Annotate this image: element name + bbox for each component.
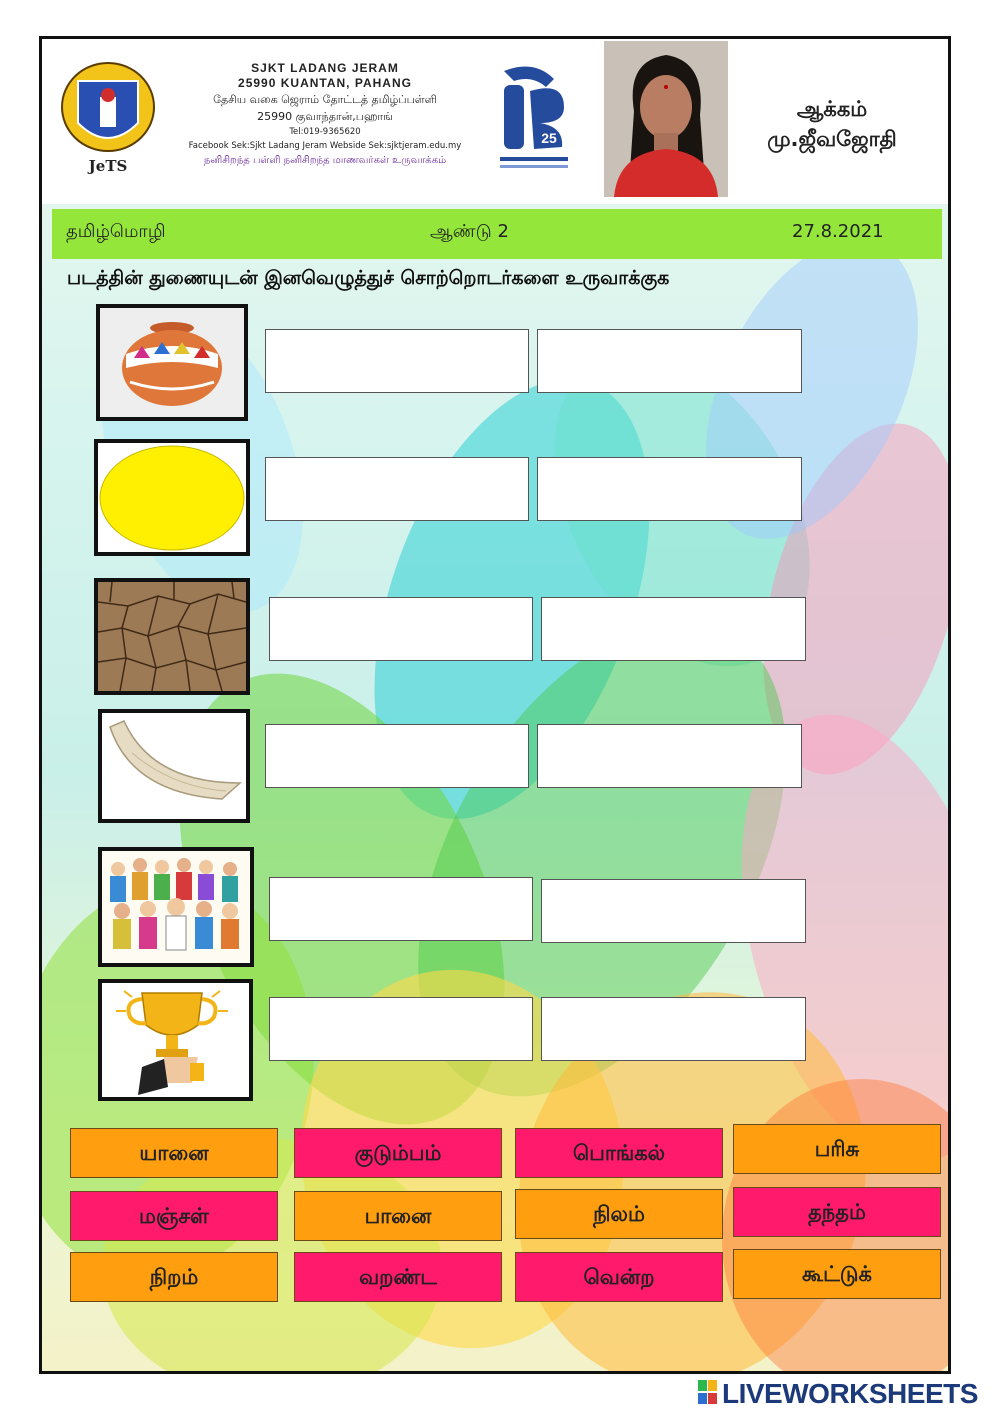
- word-tile[interactable]: பரிசு: [733, 1124, 941, 1174]
- answer-box-6b[interactable]: [541, 997, 806, 1061]
- word-tile[interactable]: பொங்கல்: [515, 1128, 723, 1178]
- worksheet: [39, 36, 951, 1374]
- word-tile[interactable]: வறண்ட: [294, 1252, 502, 1302]
- pot-image: [96, 304, 248, 421]
- word-tile[interactable]: நிலம்: [515, 1189, 723, 1239]
- answer-box-4b[interactable]: [537, 724, 802, 788]
- yellow-circle-icon: [98, 443, 246, 552]
- school-header: [42, 39, 948, 204]
- answer-box-6a[interactable]: [269, 997, 533, 1061]
- word-tile[interactable]: தந்தம்: [733, 1187, 941, 1237]
- trophy-icon: [102, 983, 249, 1097]
- logo-text: JeTS: [88, 157, 128, 175]
- school-name-tamil: தேசிய வகை ஜெராம் தோட்டத் தமிழ்ப்பள்ளி: [213, 93, 437, 106]
- instruction-text: படத்தின் துணையுடன் இனவெழுத்துச் சொற்றொடர்களை உருவாக்குக: [67, 267, 670, 289]
- date-label: 27.8.2021: [792, 221, 884, 242]
- watermark-text: LIVEWORKSHEETS: [722, 1378, 978, 1409]
- tusk-icon: [102, 713, 246, 819]
- author-name: மு.ஜீவஜோதி: [767, 127, 897, 151]
- emblem-number: 25: [541, 130, 557, 146]
- school-name: SJKT LADANG JERAM: [251, 61, 399, 75]
- school-social: Facebook Sek:Sjkt Ladang Jeram Webside Sek:sjktjeram.edu.my: [188, 141, 462, 151]
- author-label: ஆக்கம்: [796, 97, 868, 121]
- school-phone: Tel:019-9365620: [289, 127, 361, 137]
- word-tile[interactable]: கூட்டுக்: [733, 1249, 941, 1299]
- word-tile[interactable]: நிறம்: [70, 1252, 278, 1302]
- word-tile[interactable]: குடும்பம்: [294, 1128, 502, 1178]
- answer-box-4a[interactable]: [265, 724, 529, 788]
- school-address-tamil: 25990 குவாந்தான்,பஹாங்: [257, 110, 393, 123]
- yellow-circle-image: [94, 439, 250, 556]
- family-crowd-image: [98, 847, 254, 967]
- info-bar: [52, 209, 942, 259]
- answer-box-1a[interactable]: [265, 329, 529, 393]
- subject-label: தமிழ்மொழி: [66, 221, 166, 242]
- family-crowd-icon: [102, 851, 250, 963]
- author-credit: [732, 94, 932, 154]
- grade-label: ஆண்டு 2: [430, 221, 509, 242]
- word-tile[interactable]: யானை: [70, 1128, 278, 1178]
- cracked-land-icon: [98, 582, 246, 691]
- answer-box-2a[interactable]: [265, 457, 529, 521]
- liveworksheets-logo-icon: [698, 1378, 718, 1406]
- school-motto: நனிசிறந்த பள்ளி நனிசிறந்த மாணவர்கள் உருவாக்கம்: [203, 155, 447, 166]
- tusk-image: [98, 709, 250, 823]
- answer-box-5a[interactable]: [269, 877, 533, 941]
- school-crest-logo: [56, 61, 160, 179]
- answer-box-1b[interactable]: [537, 329, 802, 393]
- anniversary-emblem: [494, 61, 574, 179]
- answer-box-2b[interactable]: [537, 457, 802, 521]
- school-address: 25990 KUANTAN, PAHANG: [238, 76, 412, 90]
- word-tile[interactable]: பானை: [294, 1191, 502, 1241]
- author-photo: [604, 41, 728, 197]
- school-info: [160, 61, 490, 169]
- word-tile[interactable]: வென்ற: [515, 1252, 723, 1302]
- trophy-image: [98, 979, 253, 1101]
- liveworksheets-watermark: [698, 1378, 978, 1410]
- answer-box-3b[interactable]: [541, 597, 806, 661]
- cracked-land-image: [94, 578, 250, 695]
- pot-icon: [100, 308, 244, 417]
- answer-box-5b[interactable]: [541, 879, 806, 943]
- word-tile[interactable]: மஞ்சள்: [70, 1191, 278, 1241]
- answer-box-3a[interactable]: [269, 597, 533, 661]
